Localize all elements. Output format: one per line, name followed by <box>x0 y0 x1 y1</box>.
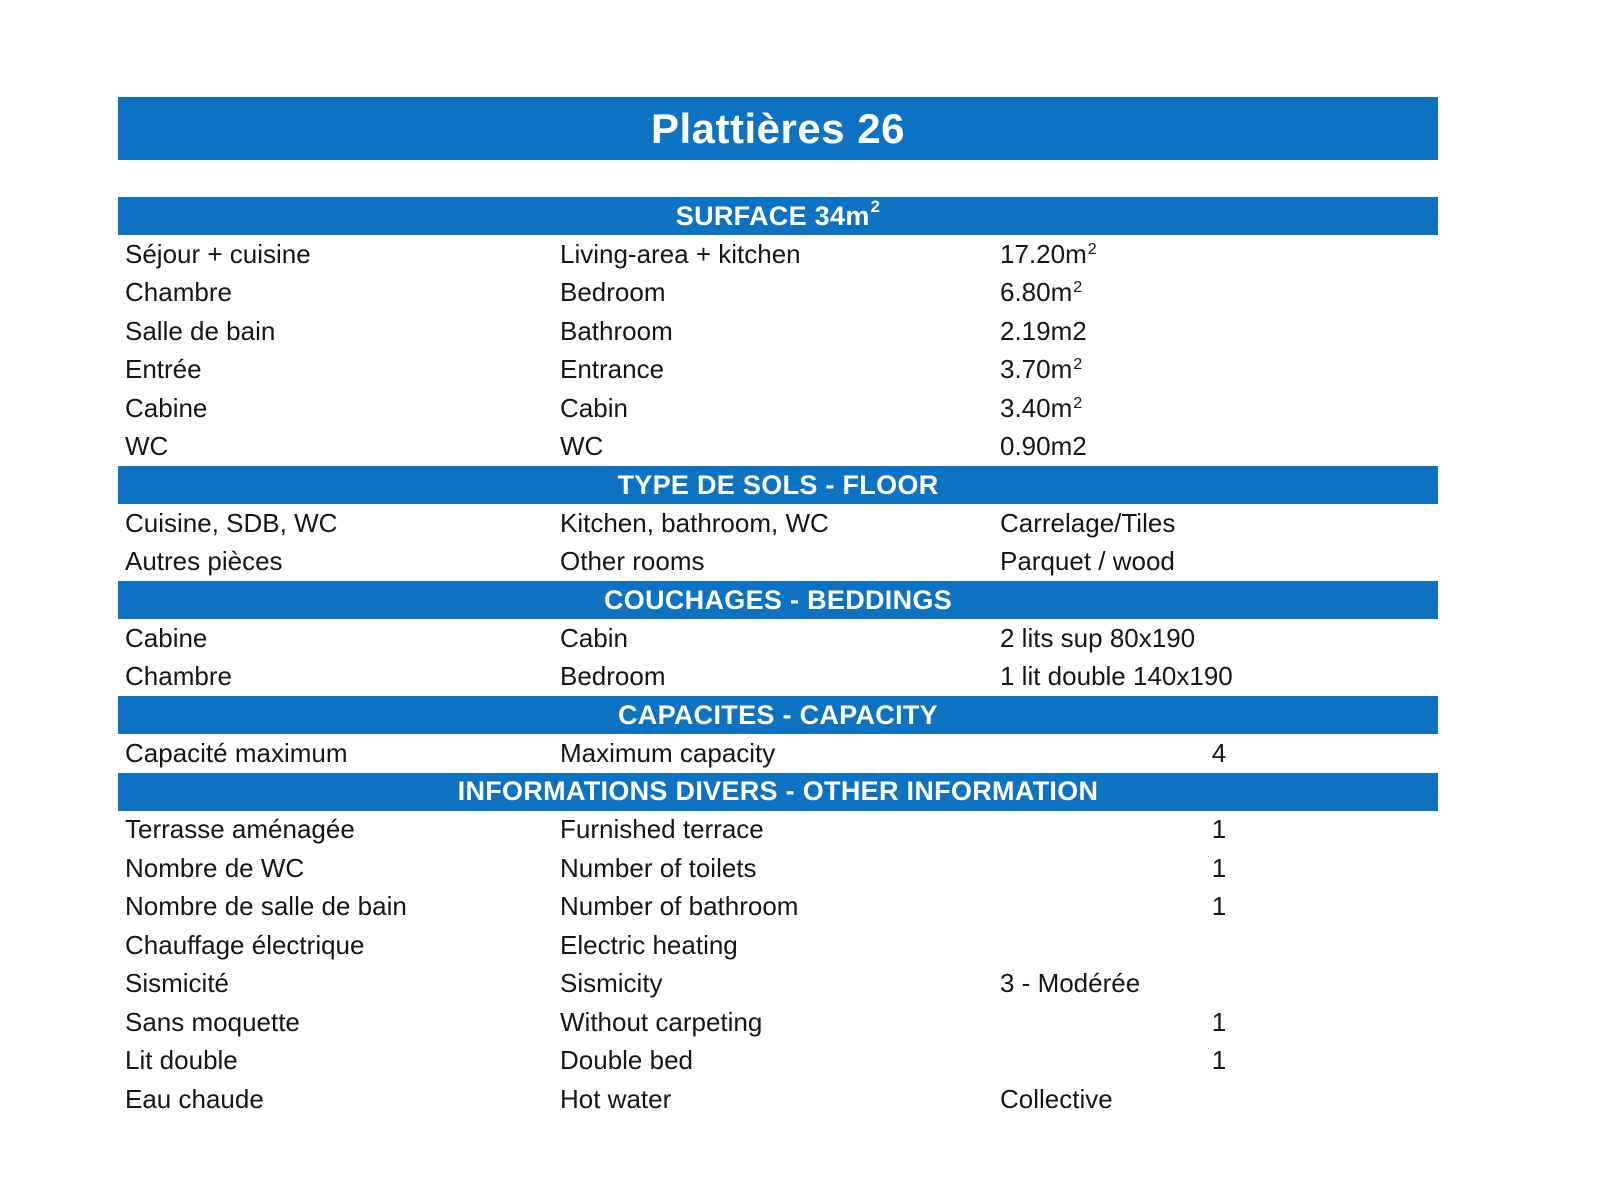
table-row <box>118 312 1438 351</box>
table-row <box>118 1003 1438 1042</box>
title-bar <box>118 97 1438 160</box>
table-row <box>118 543 1438 582</box>
value-text: 3.70m <box>1000 354 1073 385</box>
value-sup: 2 <box>1087 239 1097 258</box>
label-fr: Nombre de WC <box>125 852 305 883</box>
section-header-label: SURFACE 34m <box>675 200 870 231</box>
value: 2 lits sup 80x190 <box>1000 622 1196 653</box>
value <box>1000 431 1438 462</box>
label-en: Hot water <box>560 1083 672 1114</box>
value-text: 0.90m2 <box>1000 431 1087 462</box>
table-row <box>118 428 1438 467</box>
label-en: Cabin <box>560 392 628 423</box>
section-floor <box>118 466 1438 581</box>
table-row <box>118 926 1438 965</box>
label-fr: Nombre de salle de bain <box>125 891 407 922</box>
value: 1 <box>1211 1006 1227 1037</box>
section-header-label: INFORMATIONS DIVERS - OTHER INFORMATION <box>457 776 1099 806</box>
label-en: Furnished terrace <box>560 814 764 845</box>
page-title: Plattières 26 <box>651 104 905 152</box>
section-beddings <box>118 581 1438 696</box>
value-sup: 2 <box>1073 278 1083 297</box>
label-fr: Autres pièces <box>125 546 283 577</box>
label-fr: Sans moquette <box>125 1006 300 1037</box>
table-row <box>118 658 1438 697</box>
label-fr: Chauffage électrique <box>125 929 365 960</box>
value-text: 2.19m2 <box>1000 315 1087 346</box>
label-en: Other rooms <box>560 546 705 577</box>
value <box>1000 393 1438 424</box>
table-row <box>118 849 1438 888</box>
value: 1 <box>1211 814 1227 845</box>
section-surface-header: SURFACE 34m $^2$ <box>118 197 1438 235</box>
value: Parquet / wood <box>1000 546 1175 577</box>
label-fr: WC <box>125 431 169 462</box>
table-row <box>118 1042 1438 1081</box>
value <box>1000 277 1438 308</box>
label-en: Sismicity <box>560 968 663 999</box>
table-row <box>118 888 1438 927</box>
label-fr: Salle de bain <box>125 315 276 346</box>
label-fr: Capacité maximum <box>125 737 348 768</box>
table-row <box>118 504 1438 543</box>
label-fr: Chambre <box>125 277 232 308</box>
table-row <box>118 734 1438 773</box>
label-en: Bedroom <box>560 277 666 308</box>
label-en: Number of toilets <box>560 852 757 883</box>
label-en: Double bed <box>560 1045 693 1076</box>
label-fr: Eau chaude <box>125 1083 264 1114</box>
label-fr: Chambre <box>125 661 232 692</box>
section-floor-header <box>118 466 1438 504</box>
table-row <box>118 811 1438 850</box>
value-sup: 2 <box>1073 355 1083 374</box>
value-sup: 2 <box>1073 393 1083 412</box>
value: Collective <box>1000 1083 1113 1114</box>
table-row <box>118 619 1438 658</box>
section-beddings-header <box>118 581 1438 619</box>
label-fr: Séjour + cuisine <box>125 238 311 269</box>
label-en: Cabin <box>560 622 628 653</box>
table-row <box>118 1080 1438 1119</box>
label-fr: Cuisine, SDB, WC <box>125 507 338 538</box>
table-row <box>118 274 1438 313</box>
value: 3 - Modérée <box>1000 968 1141 999</box>
section-capacity <box>118 696 1438 773</box>
property-sheet <box>118 97 1438 1119</box>
label-en: Bedroom <box>560 661 666 692</box>
label-en: WC <box>560 431 604 462</box>
label-en: Number of bathroom <box>560 891 799 922</box>
label-en: Entrance <box>560 354 665 385</box>
table-row <box>118 389 1438 428</box>
section-other-information-header <box>118 773 1438 811</box>
label-en: Bathroom <box>560 315 673 346</box>
value <box>1000 354 1438 385</box>
section-surface <box>118 197 1438 466</box>
section-other-information <box>118 773 1438 1119</box>
label-fr: Terrasse aménagée <box>125 814 355 845</box>
table-row <box>118 235 1438 274</box>
section-header-label: COUCHAGES - BEDDINGS <box>603 584 953 615</box>
label-fr: Cabine <box>125 392 208 423</box>
value: 1 <box>1211 852 1227 883</box>
label-fr: Lit double <box>125 1045 238 1076</box>
label-en: Living-area + kitchen <box>560 238 801 269</box>
section-header-label: TYPE DE SOLS - FLOOR <box>617 469 939 500</box>
label-fr: Cabine <box>125 622 208 653</box>
section-header-label: CAPACITES - CAPACITY <box>617 699 938 730</box>
label-en: Electric heating <box>560 929 738 960</box>
value-text: 3.40m <box>1000 392 1073 423</box>
label-fr: Sismicité <box>125 968 230 999</box>
value: 1 <box>1211 1045 1227 1076</box>
label-en: Maximum capacity <box>560 737 776 768</box>
value: 1 lit double 140x190 <box>1000 661 1233 692</box>
value <box>1000 316 1438 347</box>
value-text: 6.80m <box>1000 277 1073 308</box>
label-en: Kitchen, bathroom, WC <box>560 507 829 538</box>
value <box>1000 239 1438 270</box>
value: 4 <box>1211 737 1227 768</box>
value: 1 <box>1211 891 1227 922</box>
label-fr: Entrée <box>125 354 202 385</box>
table-row <box>118 351 1438 390</box>
value: Carrelage/Tiles <box>1000 507 1176 538</box>
table-row <box>118 965 1438 1004</box>
label-en: Without carpeting <box>560 1006 763 1037</box>
value-text: 17.20m <box>1000 238 1087 269</box>
section-capacity-header <box>118 696 1438 734</box>
